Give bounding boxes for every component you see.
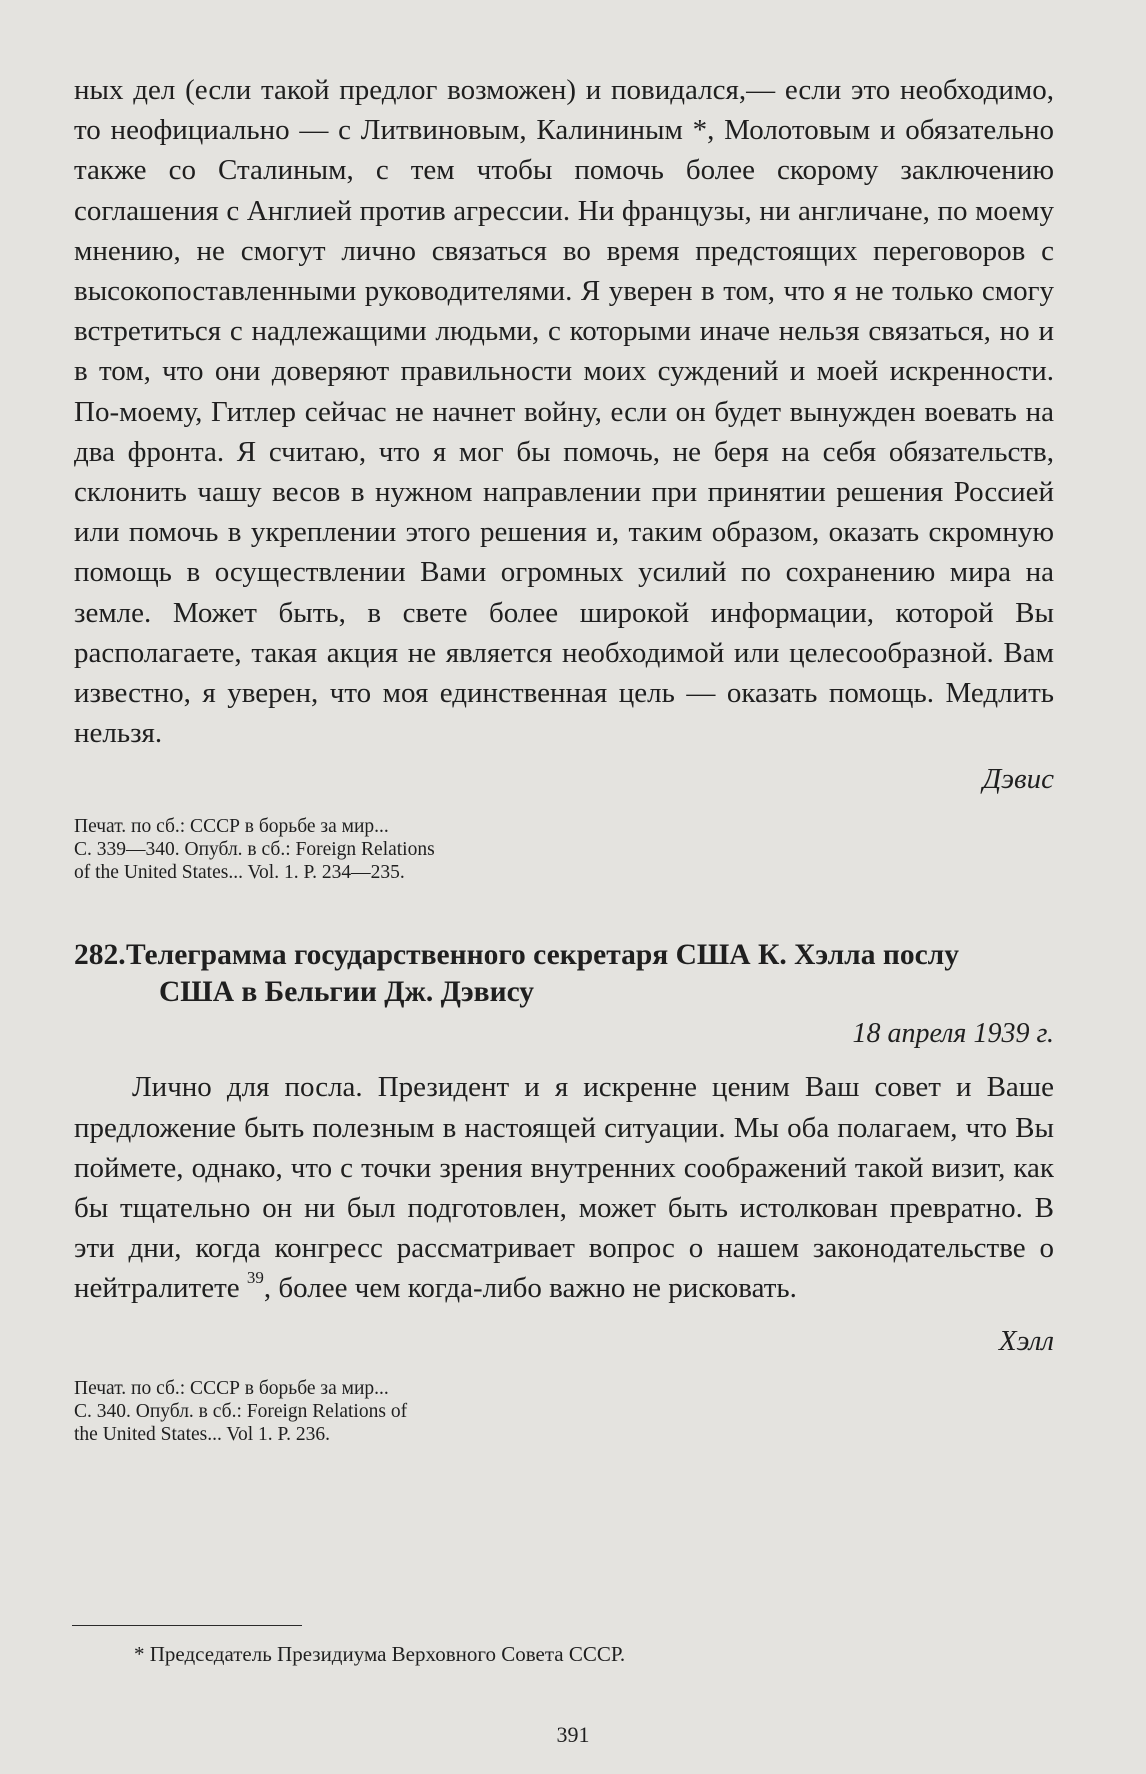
document-body-text: Лично для посла. Президент и я искренне ценим Ваш совет и Ваше предложение быть полезным в настоящей ситуации. Мы оба полагаем, что Вы поймете, однако, что с точки зрения внутренних соображений такой визит, как бы тщательно он ни был подготовлен, может быть истолкован превратно. В эти дни, когда конгресс рассматривает вопрос о нашем законодательстве о нейтралитете: [74, 1071, 1054, 1305]
letter-source-line: Печат. по сб.: СССР в борьбе за мир...: [74, 816, 389, 838]
letter-source-line: of the United States... Vol. 1. P. 234—235.: [74, 862, 405, 884]
document-source-line: the United States... Vol 1. P. 236.: [74, 1423, 331, 1445]
document-body-end: , более чем когда-либо важно не рисковать.: [263, 1272, 797, 1305]
document-heading: [74, 937, 1054, 1011]
footnote-divider: [72, 1625, 302, 1626]
document-source-line: С. 340. Опубл. в сб.: Foreign Relations of: [74, 1400, 408, 1422]
document-number: 282.: [74, 939, 126, 972]
page-number: 391: [556, 1722, 590, 1747]
page-content: [74, 70, 1054, 1446]
document-source-line: Печат. по сб.: СССР в борьбе за мир...: [74, 1377, 389, 1399]
letter-signature: Дэвис: [982, 763, 1054, 796]
footnote-reference: 39: [246, 1268, 264, 1288]
document-date: 18 апреля 1939 г.: [852, 1018, 1054, 1050]
letter-source-line: С. 339—340. Опубл. в сб.: Foreign Relations: [74, 839, 435, 861]
document-signature: Хэлл: [998, 1324, 1054, 1357]
document-title-line2: США в Бельгии Дж. Дэвису: [159, 976, 535, 1009]
letter-source: [74, 815, 1054, 884]
document-source: [74, 1377, 1054, 1446]
document-body: [74, 1067, 1054, 1308]
document-title-line1: [74, 937, 1054, 974]
letter-body: ных дел (если такой предлог возможен) и повидался,— если это необходимо, то неофициально — с Литвиновым, Калининым *, Молотовым и обязательно также со Сталиным, с тем чтобы помочь более скорому заключению соглашения с Англией против агрессии. Ни французы, ни англичане, по моему мнению, не смогут лично связаться во время предстоящих переговоров с высокопоставленными руководителями. Я уверен в том, что я не только смогу встретиться с надлежащими людьми, с которыми иначе нельзя связаться, но и в том, что они доверяют правильности моих суждений и моей искренности. По-моему, Гитлер сейчас не начнет войну, если он будет вынужден воевать на два фронта. Я считаю, что я мог бы помочь, не беря на себя обязательств, склонить чашу весов в нужном направлении при принятии решения Россией или помочь в укреплении этого решения и, таким образом, оказать скромную помощь в осуществлении Вами огромных усилий по сохранению мира на земле. Может быть, в свете более широкой информации, которой Вы располагаете, такая акция не является необходимой или целесообразной. Вам известно, я уверен, что моя единственная цель — оказать помощь. Медлить нельзя.: [74, 74, 1054, 750]
footnote: * Председатель Президиума Верховного Совета СССР.: [134, 1642, 626, 1666]
document-title-text1: Телеграмма государственного секретаря США К. Хэлла послу: [126, 939, 959, 972]
